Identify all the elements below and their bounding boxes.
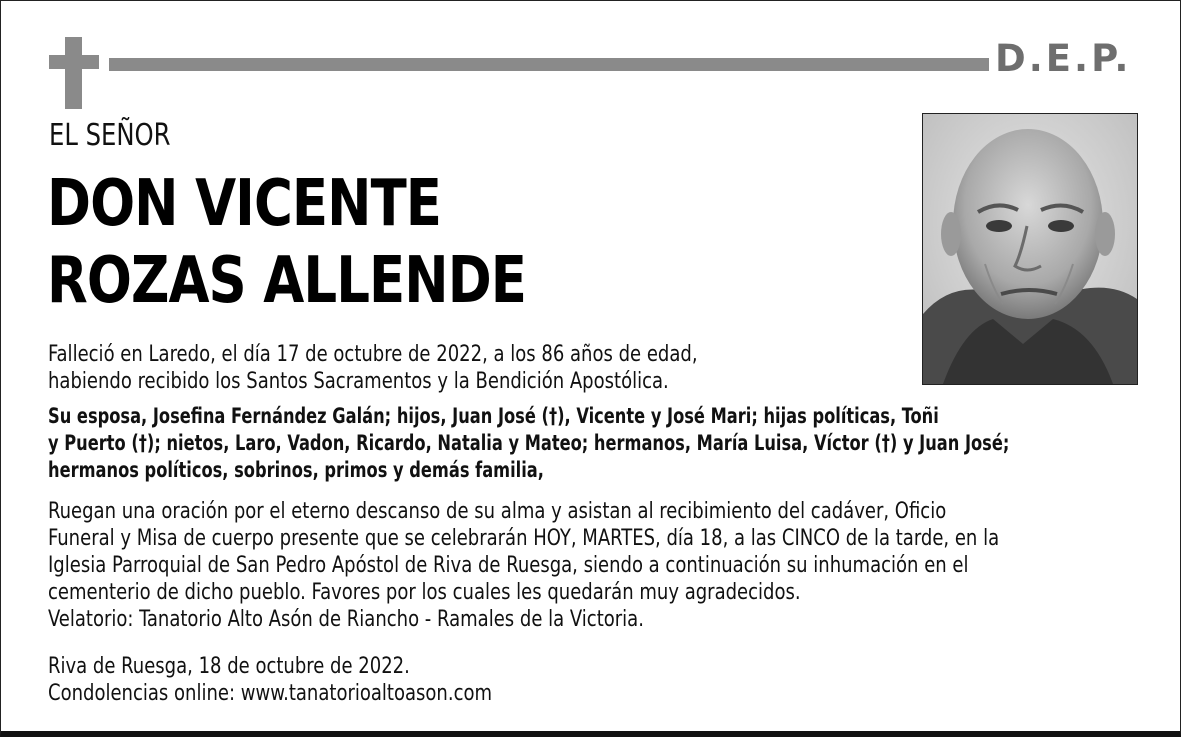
paragraph-line: y Puerto (†); nietos, Laro, Vadon, Ricardo, Natalia y Mateo; hermanos, María Luisa, Víctor (†) y Juan José;: [48, 431, 1010, 455]
dep-label: D.E.P.: [995, 37, 1132, 80]
death-notice-paragraph: [48, 341, 1049, 395]
paragraph-line: Falleció en Laredo, el día 17 de octubre de 2022, a los 86 años de edad,: [48, 342, 698, 367]
paragraph-line: Iglesia Parroquial de San Pedro Apóstol de Riva de Ruesga, siendo a continuación su inhumación en el: [48, 553, 969, 578]
deceased-name-line-1: DON VICENTE: [47, 167, 442, 241]
family-paragraph: [48, 403, 1010, 484]
paragraph-line: hermanos políticos, sobrinos, primos y demás familia,: [48, 458, 544, 482]
paragraph-line: habiendo recibido los Santos Sacramentos y la Bendición Apostólica.: [48, 369, 669, 394]
service-paragraph: [48, 498, 1049, 633]
condolences-line: Condolencias online: www.tanatorioaltoason.com: [48, 681, 493, 706]
place-date-line: Riva de Ruesga, 18 de octubre de 2022.: [48, 654, 410, 679]
paragraph-line: Funeral y Misa de cuerpo presente que se celebrarán HOY, MARTES, día 18, a las CINCO de la tarde, en la: [48, 526, 1000, 551]
cross-icon: [49, 37, 99, 109]
paragraph-line: cementerio de dicho pueblo. Favores por los cuales les quedarán muy agradecidos.: [48, 580, 801, 605]
paragraph-line: Ruegan una oración por el eterno descanso de su alma y asistan al recibimiento del cadáver, Oficio: [48, 499, 947, 524]
title-senor: EL SEÑOR: [49, 118, 171, 153]
deceased-name-line-2: ROZAS ALLENDE: [47, 244, 527, 318]
paragraph-line: Su esposa, Josefina Fernández Galán; hijos, Juan José (†), Vicente y José Mari; hijas políticas, Toñi: [48, 404, 939, 428]
paragraph-line: Velatorio: Tanatorio Alto Asón de Riancho - Ramales de la Victoria.: [48, 607, 644, 632]
footer-paragraph: [48, 653, 1049, 707]
header-rule: [109, 58, 989, 71]
